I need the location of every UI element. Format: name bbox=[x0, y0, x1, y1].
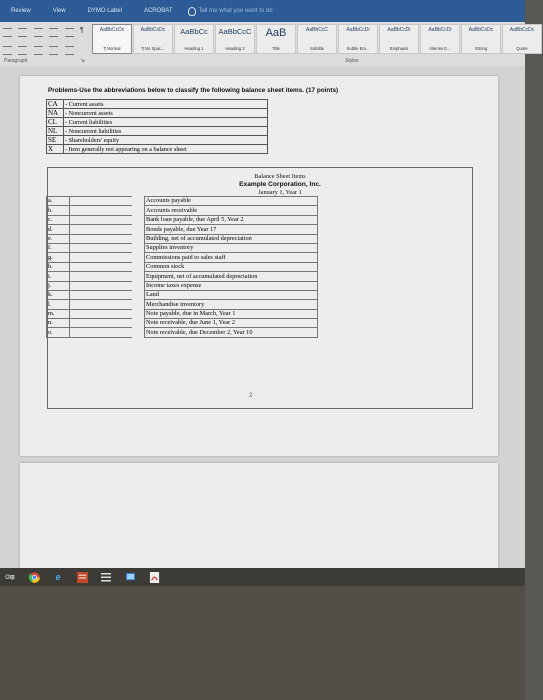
items-table bbox=[46, 196, 318, 338]
answer-cell[interactable] bbox=[70, 234, 133, 243]
spacer-cell bbox=[132, 300, 145, 309]
style-10[interactable] bbox=[502, 24, 542, 54]
item-description: Accounts payable bbox=[145, 197, 318, 206]
style-preview: AaBbCcC bbox=[306, 27, 328, 33]
spacer-cell bbox=[132, 215, 145, 224]
style-preview: AaBbCcDc bbox=[468, 27, 494, 33]
item-description: Bonds payable, due Year 17 bbox=[145, 225, 318, 234]
spacer-cell bbox=[132, 262, 145, 271]
style-preview: AaB bbox=[265, 27, 287, 39]
abbreviation-row bbox=[47, 100, 268, 109]
style-1[interactable] bbox=[133, 24, 173, 54]
spacer-cell bbox=[132, 197, 145, 206]
item-description: Note receivable, due June 1, Year 2 bbox=[145, 319, 318, 328]
start-button[interactable]: O⊞ bbox=[5, 574, 15, 581]
item-description: Note payable, due in March, Year 1 bbox=[145, 309, 318, 318]
item-description: Accounts receivable bbox=[145, 206, 318, 215]
style-name: ¶ Normal bbox=[103, 46, 121, 51]
abbreviation-table bbox=[46, 99, 268, 154]
abbreviation-code: X bbox=[47, 145, 64, 154]
style-name: Heading 2 bbox=[225, 46, 245, 51]
item-description: Supplies inventory bbox=[145, 243, 318, 252]
abbreviation-label: - Noncurrent assets bbox=[64, 109, 268, 118]
table-row bbox=[47, 197, 318, 206]
table-row bbox=[47, 206, 318, 215]
style-preview: AaBbCcDi bbox=[346, 27, 370, 33]
paragraph-tools bbox=[2, 25, 90, 57]
answer-cell[interactable] bbox=[70, 253, 133, 262]
spacer-cell bbox=[132, 206, 145, 215]
style-name: Subtle Em... bbox=[346, 46, 370, 51]
answer-cell[interactable] bbox=[70, 262, 133, 271]
answer-cell[interactable] bbox=[70, 290, 133, 299]
item-letter: f. bbox=[47, 243, 70, 252]
style-9[interactable] bbox=[461, 24, 501, 54]
item-letter: e. bbox=[47, 234, 70, 243]
styles-gallery bbox=[92, 24, 543, 54]
abbreviation-row bbox=[47, 118, 268, 127]
table-row bbox=[47, 281, 318, 290]
abbreviation-code: NL bbox=[47, 127, 64, 136]
spacer-cell bbox=[132, 290, 145, 299]
abbreviation-row bbox=[47, 136, 268, 145]
align-center-icon[interactable] bbox=[18, 46, 27, 55]
sort-icon[interactable] bbox=[65, 28, 74, 37]
ribbon bbox=[0, 22, 535, 66]
abbreviation-code: CL bbox=[47, 118, 64, 127]
ribbon-footer bbox=[0, 56, 525, 66]
table-row bbox=[47, 328, 318, 337]
ribbon-tab-bar bbox=[0, 0, 525, 22]
remote-desktop-icon[interactable] bbox=[122, 570, 138, 584]
abbreviation-label: - Current liabilities bbox=[64, 118, 268, 127]
tab-dymo-label[interactable]: DYMO Label bbox=[87, 8, 122, 14]
answer-cell[interactable] bbox=[70, 197, 133, 206]
item-letter: h. bbox=[47, 262, 70, 271]
style-8[interactable] bbox=[420, 24, 460, 54]
align-right-icon[interactable] bbox=[34, 46, 43, 55]
word-icon[interactable] bbox=[74, 570, 90, 584]
style-6[interactable] bbox=[338, 24, 378, 54]
item-description: Land bbox=[145, 290, 318, 299]
item-letter: m. bbox=[47, 309, 70, 318]
spacer-cell bbox=[132, 272, 145, 281]
spacer-cell bbox=[132, 319, 145, 328]
style-name: Strong bbox=[474, 46, 488, 51]
taskbar bbox=[0, 568, 525, 586]
style-name: Emphasis bbox=[389, 46, 409, 51]
table-row bbox=[47, 225, 318, 234]
answer-cell[interactable] bbox=[70, 225, 133, 234]
page-2[interactable] bbox=[20, 463, 498, 580]
answer-cell[interactable] bbox=[70, 215, 133, 224]
table-row bbox=[47, 262, 318, 271]
tab-acrobat[interactable]: ACROBAT bbox=[143, 8, 173, 14]
table-row bbox=[47, 215, 318, 224]
abbreviation-label: - Item generally not appearing on a balance sheet bbox=[64, 145, 268, 154]
answer-cell[interactable] bbox=[70, 319, 133, 328]
abbreviation-code: SE bbox=[47, 136, 64, 145]
spacer-cell bbox=[132, 328, 145, 337]
item-description: Income taxes expense bbox=[145, 281, 318, 290]
spacer-cell bbox=[132, 243, 145, 252]
style-0[interactable] bbox=[92, 24, 132, 54]
tell-me-text: Tell me what you want to do bbox=[198, 8, 273, 14]
ie-icon[interactable]: e bbox=[55, 572, 61, 582]
abbreviation-label: - Shareholders' equity bbox=[64, 136, 268, 145]
item-description: Bank loan payable, due April 5, Year 2 bbox=[145, 215, 318, 224]
style-7[interactable] bbox=[379, 24, 419, 54]
item-letter: o. bbox=[47, 328, 70, 337]
heading-line-3: January 1, Year 1 bbox=[258, 189, 302, 196]
table-row bbox=[47, 300, 318, 309]
item-letter: a. bbox=[47, 197, 70, 206]
numbering-icon[interactable] bbox=[18, 28, 27, 37]
table-row bbox=[47, 290, 318, 299]
abbreviation-row bbox=[47, 109, 268, 118]
style-2[interactable] bbox=[174, 24, 214, 54]
item-letter: l. bbox=[47, 300, 70, 309]
table-row bbox=[47, 243, 318, 252]
style-preview: AaBbCcDc bbox=[140, 27, 166, 33]
item-letter: b. bbox=[47, 206, 70, 215]
chrome-icon[interactable] bbox=[26, 570, 42, 584]
page-1[interactable] bbox=[20, 76, 498, 456]
answer-cell[interactable] bbox=[70, 328, 133, 337]
item-letter: d. bbox=[47, 225, 70, 234]
style-preview: AaBbCcDc bbox=[509, 27, 535, 33]
tell-me-box[interactable] bbox=[184, 7, 273, 16]
justify-icon[interactable] bbox=[49, 46, 58, 55]
item-letter: c. bbox=[47, 215, 70, 224]
answer-cell[interactable] bbox=[70, 243, 133, 252]
item-description: Note receivable, due December 2, Year 10 bbox=[145, 328, 318, 337]
tab-view[interactable]: View bbox=[52, 8, 66, 14]
pilcrow-icon[interactable]: ¶ bbox=[80, 27, 84, 34]
answer-cell[interactable] bbox=[70, 206, 133, 215]
style-name: Quote bbox=[516, 46, 528, 51]
table-row bbox=[47, 319, 318, 328]
paragraph-group-label: Paragraph bbox=[4, 58, 28, 64]
table-row bbox=[47, 309, 318, 318]
style-5[interactable] bbox=[297, 24, 337, 54]
abbreviation-code: NA bbox=[47, 109, 64, 118]
align-left-icon[interactable] bbox=[3, 46, 12, 55]
item-description: Building, net of accumulated depreciation bbox=[145, 234, 318, 243]
style-3[interactable] bbox=[215, 24, 255, 54]
abbreviation-label: - Noncurrent liabilities bbox=[64, 127, 268, 136]
spacer-cell bbox=[132, 225, 145, 234]
style-preview: AaBbCcC bbox=[218, 27, 252, 36]
abbreviation-label: - Current assets bbox=[64, 100, 268, 109]
document-area bbox=[0, 66, 525, 580]
table-row bbox=[47, 253, 318, 262]
bullets-icon[interactable] bbox=[3, 28, 12, 37]
style-preview: AaBbCcDi bbox=[387, 27, 411, 33]
style-preview: AaBbCcDi bbox=[428, 27, 452, 33]
pdf-icon[interactable] bbox=[146, 570, 162, 584]
abbreviation-row bbox=[47, 127, 268, 136]
style-name: Heading 1 bbox=[184, 46, 204, 51]
table-row bbox=[47, 234, 318, 243]
item-description: Common stock bbox=[145, 262, 318, 271]
lightbulb-icon bbox=[188, 7, 196, 16]
paragraph-launcher-icon[interactable]: ↘ bbox=[80, 58, 86, 64]
problem-instructions: Problems-Use the abbreviations below to classify the following balance sheet items. (17 points) bbox=[48, 87, 339, 94]
answer-cell[interactable] bbox=[70, 300, 133, 309]
spacer-cell bbox=[132, 281, 145, 290]
style-4[interactable] bbox=[256, 24, 296, 54]
style-name: Intense E... bbox=[429, 46, 451, 51]
heading-line-1: Balance Sheet Items bbox=[254, 173, 306, 180]
spacer-cell bbox=[132, 234, 145, 243]
styles-group-label: Styles bbox=[345, 58, 359, 64]
page-number: 2 bbox=[249, 393, 253, 399]
style-name: ¶ No Spac... bbox=[141, 46, 165, 51]
indent-icon[interactable] bbox=[34, 28, 43, 37]
item-letter: n. bbox=[47, 319, 70, 328]
abbreviation-code: CA bbox=[47, 100, 64, 109]
spacer-cell bbox=[132, 309, 145, 318]
item-description: Merchandise inventory bbox=[145, 300, 318, 309]
item-description: Commissions paid to sales staff bbox=[145, 253, 318, 262]
heading-line-2: Example Corporation, Inc. bbox=[239, 181, 321, 188]
item-letter: j. bbox=[47, 281, 70, 290]
item-description: Equipment, net of accumulated depreciation bbox=[145, 272, 318, 281]
outdent-icon[interactable] bbox=[49, 28, 58, 37]
menu-icon[interactable] bbox=[98, 570, 114, 584]
style-preview: AaBbCc bbox=[180, 27, 208, 36]
spacer-cell bbox=[132, 253, 145, 262]
abbreviation-row bbox=[47, 145, 268, 154]
style-name: Subtitle bbox=[310, 46, 324, 51]
items-heading bbox=[170, 173, 390, 197]
shading-icon[interactable] bbox=[65, 46, 74, 55]
table-row bbox=[47, 272, 318, 281]
item-letter: i. bbox=[47, 272, 70, 281]
style-name: Title bbox=[272, 46, 280, 51]
tab-review[interactable]: Review bbox=[11, 8, 31, 14]
answer-cell[interactable] bbox=[70, 281, 133, 290]
item-letter: g. bbox=[47, 253, 70, 262]
answer-cell[interactable] bbox=[70, 272, 133, 281]
monitor-bezel bbox=[0, 586, 525, 700]
answer-cell[interactable] bbox=[70, 309, 133, 318]
style-preview: AaBbCcDc bbox=[99, 27, 125, 33]
item-letter: k. bbox=[47, 290, 70, 299]
